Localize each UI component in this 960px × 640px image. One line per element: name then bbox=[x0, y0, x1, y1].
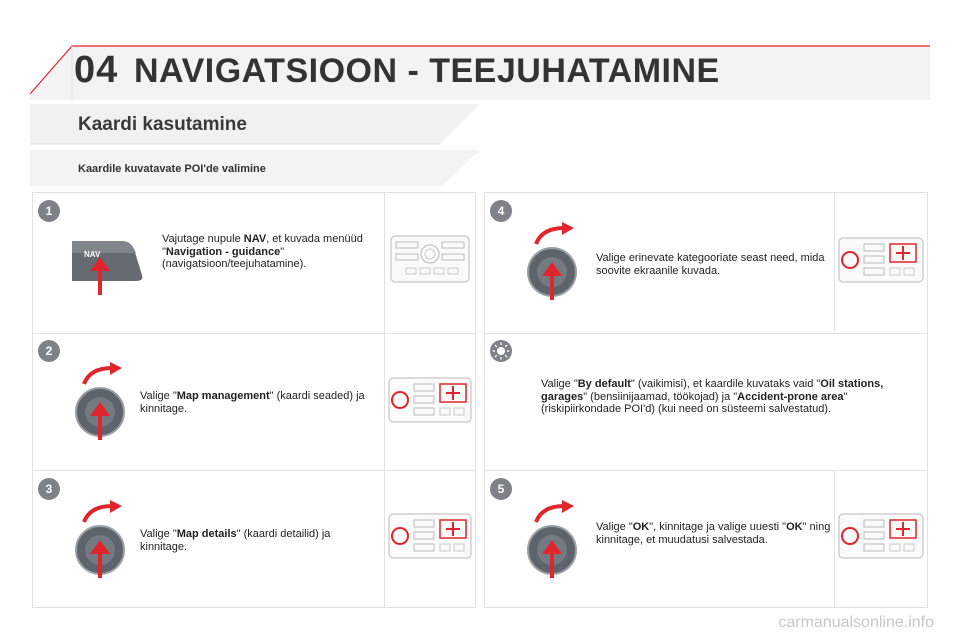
radio-panel-icon bbox=[388, 510, 472, 564]
radio-panel-icon bbox=[838, 234, 924, 288]
radio-panel-icon bbox=[388, 374, 472, 428]
nav-button-illustration bbox=[70, 235, 150, 299]
step-5-text: Valige "OK", kinnitage ja valige uuesti "OK" ning kinnitage, et muudatusi salvestada. bbox=[596, 521, 831, 546]
rotary-knob-icon bbox=[68, 362, 148, 442]
right-column-separator bbox=[834, 192, 835, 333]
rotary-knob-icon bbox=[520, 222, 600, 302]
rotary-knob-icon bbox=[520, 500, 600, 580]
radio-panel-icon bbox=[838, 510, 924, 564]
tip-text: Valige "By default" (vaikimisi), et kaardile kuvataks vaid "Oil stations, garages" (bensiinijaamad, töökojad) ja "Accident-prone area" (riskipiirkondade POI'd) (kui need on süsteemi salvestatud). bbox=[541, 378, 884, 415]
subsection-title: Kaardile kuvatavate POI'de valimine bbox=[78, 163, 266, 175]
right-column-separator bbox=[834, 470, 835, 608]
step-2-text: Valige "Map management" (kaardi seaded) ja kinnitage. bbox=[140, 390, 365, 415]
step-3-text: Valige "Map details" (kaardi detailid) ja kinnitage. bbox=[140, 528, 331, 553]
step-2-badge: 2 bbox=[38, 340, 60, 362]
step-4-badge: 4 bbox=[490, 200, 512, 222]
row-separator bbox=[32, 470, 476, 471]
section-title: Kaardi kasutamine bbox=[78, 114, 247, 135]
left-column-separator bbox=[384, 192, 385, 608]
step-1-badge: 1 bbox=[38, 200, 60, 222]
step-5-badge: 5 bbox=[490, 478, 512, 500]
step-1-text: Vajutage nupule NAV, et kuvada menüüd "Navigation - guidance" (navigatsioon/teejuhatamine). bbox=[162, 233, 363, 270]
nav-button-label: NAV bbox=[84, 250, 101, 259]
step-4-text: Valige erinevate kategooriate seast need, mida soovite ekraanile kuvada. bbox=[596, 252, 825, 277]
row-separator bbox=[484, 333, 928, 334]
radio-panel-icon bbox=[390, 232, 470, 288]
lightbulb-icon bbox=[490, 340, 512, 362]
step-3-badge: 3 bbox=[38, 478, 60, 500]
chapter-number: 04 bbox=[74, 49, 119, 91]
row-separator bbox=[32, 333, 476, 334]
footer-watermark: carmanualsonline.info bbox=[778, 614, 934, 631]
row-separator bbox=[484, 470, 928, 471]
tip-badge bbox=[490, 340, 512, 362]
chapter-title: NAVIGATSIOON - TEEJUHATAMINE bbox=[134, 52, 720, 90]
rotary-knob-icon bbox=[68, 500, 148, 580]
